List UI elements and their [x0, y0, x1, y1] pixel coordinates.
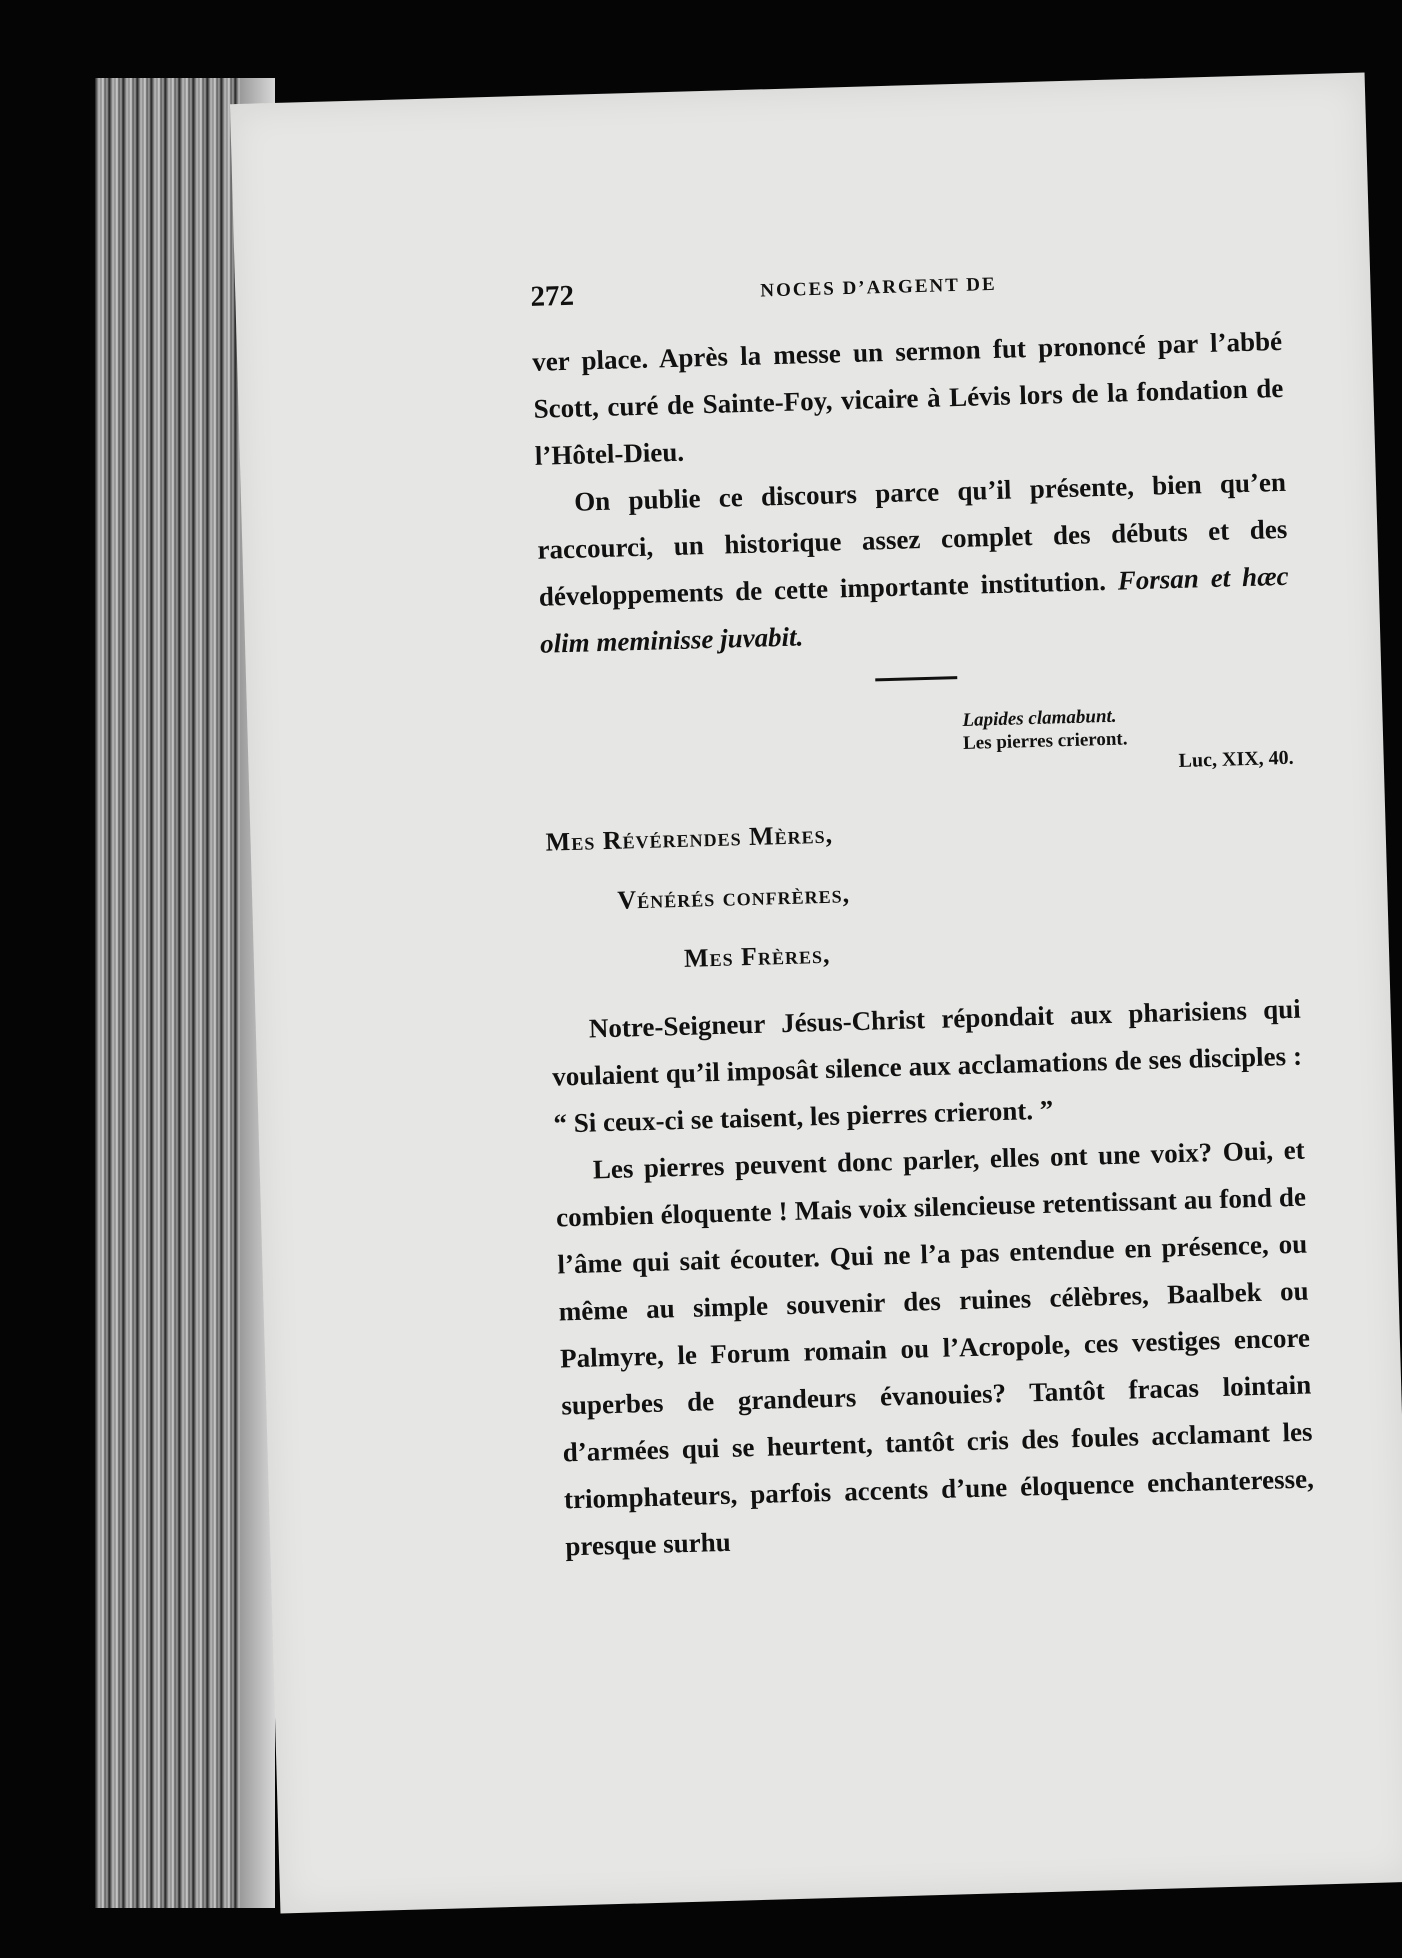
section-divider	[875, 676, 957, 681]
running-head	[530, 260, 1281, 321]
running-title: NOCES D’ARGENT DE	[760, 273, 997, 302]
page-number: 272	[530, 279, 575, 313]
sermon-paragraph-2: Les pierres peuvent donc parler, elles ont une voix? Oui, et combien éloquente ! Mais voix silencieuse retentissant au fond de l’âme qui sait écouter. Qui ne l’a pas entendue en présence, ou même au simple souvenir des ruines célèbres, Baalbek ou Palmyre, le Forum romain ou l’Acropole, ces vestiges encore superbes de grandeurs évanouies? Tantôt fracas lointain d’armées qui se heurtent, tantôt cris des foules acclamant les triomphateurs, parfois accents d’une éloquence enchanteresse, presque surhu	[555, 1134, 1315, 1562]
salutation-line-1: Mes Révérendes Mères,	[545, 819, 834, 857]
epigraph	[962, 700, 1294, 779]
intro-paragraph-2	[536, 459, 1291, 668]
salutation-line-2: Vénérés confrères,	[616, 879, 851, 915]
epigraph-latin: Lapides clamabunt.	[962, 705, 1117, 731]
latin-quotation: Forsan et hæc olim meminisse juvabit.	[539, 560, 1289, 659]
epigraph-reference: Luc, XIX, 40.	[1178, 746, 1294, 772]
salutation-line-3: Mes Frères,	[683, 939, 831, 973]
epigraph-french: Les pierres crieront.	[962, 728, 1128, 754]
book-page	[230, 73, 1402, 1914]
page-content	[530, 260, 1316, 1570]
intro-paragraph-2-text: On publie ce discours parce qu’il présente, bien qu’en raccourci, un historique assez complet des débuts et des développements de cette importante institution.	[537, 466, 1288, 612]
intro-paragraph-1: ver place. Après la messe un sermon fut prononcé par l’abbé Scott, curé de Sainte-Foy, vicaire à Lévis lors de la fondation de l’Hôtel-Dieu.	[531, 325, 1284, 471]
sermon-paragraph-1: Notre-Seigneur Jésus-Christ répondait aux pharisiens qui voulaient qu’il imposât silence aux acclamations de ses disciples : “ Si ceux-ci se taisent, les pierres crieront. ”	[551, 993, 1303, 1139]
